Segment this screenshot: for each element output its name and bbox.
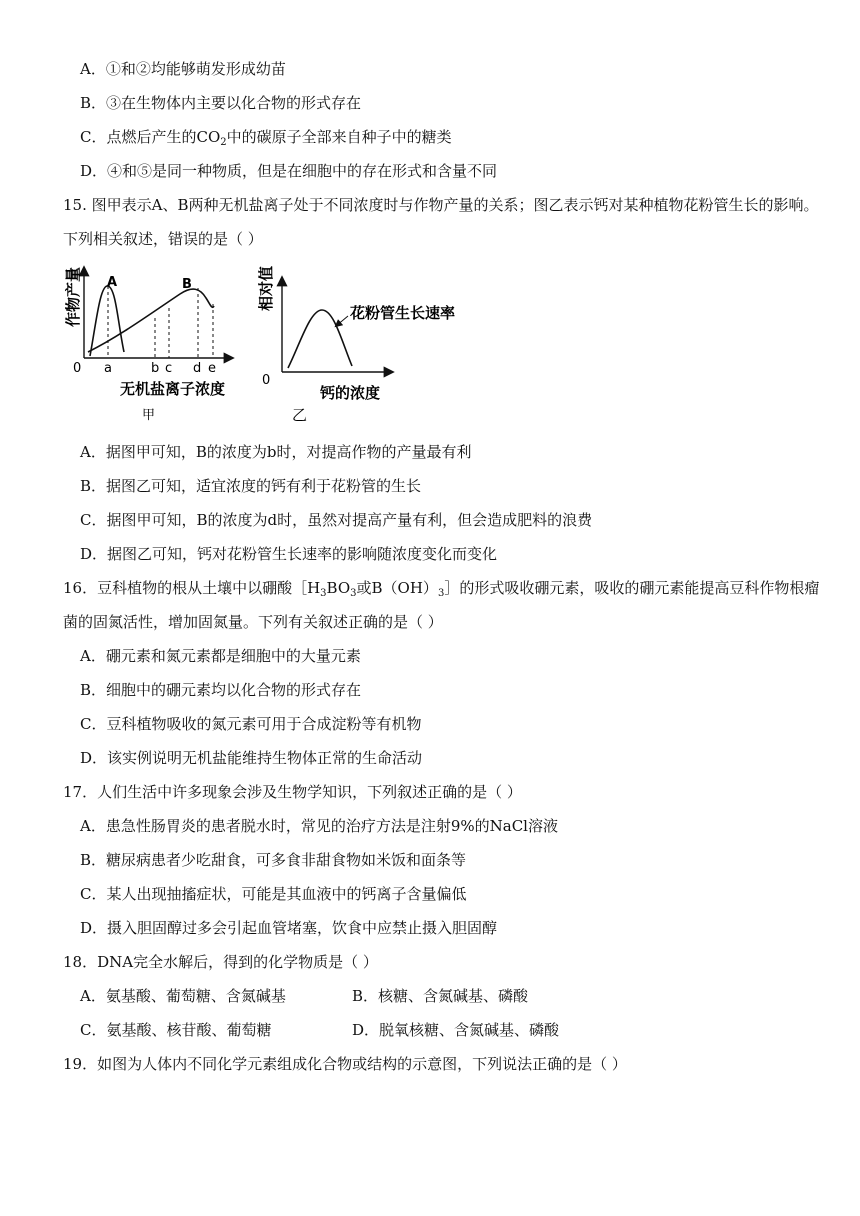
q16-stem-part3: 或B（OH） (356, 579, 438, 597)
jia-tick-d: d (193, 361, 202, 376)
q16-sub2: 3 (350, 588, 357, 599)
q16-stem-part4: ］的形式吸收硼元素，吸收的硼元素能提高豆科作物根瘤 (444, 579, 820, 597)
q16-stem-line1 (63, 578, 819, 598)
q14-option-c-head: C．点燃后产生的CO (80, 128, 221, 146)
q14-option-d: D．④和⑤是同一种物质，但是在细胞中的存在形式和含量不同 (80, 162, 498, 180)
curve-b (88, 289, 214, 352)
jia-caption: 甲 (142, 408, 156, 423)
q15-option-b: B．据图乙可知，适宜浓度的钙有利于花粉管的生长 (80, 477, 422, 495)
yi-pointer (336, 316, 348, 326)
yi-xlabel: 钙的浓度 (320, 384, 381, 402)
q16-option-a: A．硼元素和氮元素都是细胞中的大量元素 (80, 647, 361, 665)
q15-option-c: C．据图甲可知，B的浓度为d时，虽然对提高产量有利，但会造成肥料的浪费 (80, 511, 593, 529)
q18-stem: 18．DNA完全水解后，得到的化学物质是（ ） (63, 953, 378, 971)
q16-option-c: C．豆科植物吸收的氮元素可用于合成淀粉等有机物 (80, 715, 422, 733)
q15-option-d: D．据图乙可知，钙对花粉管生长速率的影响随浓度变化而变化 (80, 545, 498, 563)
curve-a (90, 286, 124, 356)
q15-option-a: A．据图甲可知，B的浓度为b时，对提高作物的产量最有利 (80, 443, 472, 461)
q16-stem-line2: 菌的固氮活性，增加固氮量。下列有关叙述正确的是（ ） (63, 613, 443, 631)
q17-option-a: A．患急性肠胃炎的患者脱水时，常见的治疗方法是注射9%的NaCl溶液 (80, 817, 558, 835)
q17-stem: 17．人们生活中许多现象会涉及生物学知识，下列叙述正确的是（ ） (63, 783, 522, 801)
q14-option-a: A．①和②均能够萌发形成幼苗 (80, 60, 286, 78)
q17-option-b: B．糖尿病患者少吃甜食，可多食非甜食物如米饭和面条等 (80, 851, 467, 869)
q14-option-c-sub: 2 (220, 137, 227, 148)
q16-sub1: 3 (320, 588, 327, 599)
q18-option-a: A．氨基酸、葡萄糖、含氮碱基 (80, 987, 286, 1005)
yi-curve-label: 花粉管生长速率 (350, 304, 456, 322)
yi-curve (288, 310, 352, 368)
jia-peak-a: A (107, 275, 118, 290)
jia-xlabel: 无机盐离子浓度 (120, 380, 226, 398)
q16-stem-part1: 16．豆科植物的根从土壤中以硼酸［H (63, 579, 321, 597)
jia-ylabel: 作物产量 (64, 266, 82, 327)
jia-tick-e: e (208, 361, 216, 376)
jia-tick-c: c (165, 361, 173, 376)
jia-tick-a: a (104, 361, 112, 376)
q18-option-c: C．氨基酸、核苷酸、葡萄糖 (80, 1021, 272, 1039)
q17-option-c: C．某人出现抽搐症状，可能是其血液中的钙离子含量偏低 (80, 885, 467, 903)
yi-caption: 乙 (292, 406, 308, 424)
figure-yi (257, 266, 455, 424)
q19-stem: 19．如图为人体内不同化学元素组成化合物或结构的示意图，下列说法正确的是（ ） (63, 1055, 627, 1073)
q17-option-d: D．摄入胆固醇过多会引起血管堵塞，饮食中应禁止摄入胆固醇 (80, 919, 498, 937)
q14-option-c (80, 127, 452, 147)
q16-option-d: D．该实例说明无机盐能维持生物体正常的生命活动 (80, 749, 423, 767)
q15-stem-line1: 15. 图甲表示A、B两种无机盐离子处于不同浓度时与作物产量的关系；图乙表示钙对某种植物花粉管生长的影响。 (63, 196, 819, 214)
q18-option-d: D．脱氧核糖、含氮碱基、磷酸 (352, 1021, 560, 1039)
q15-stem-line2: 下列相关叙述，错误的是（ ） (63, 230, 263, 248)
q15-figure-svg (60, 264, 480, 434)
q18-option-b: B．核糖、含氮碱基、磷酸 (352, 987, 529, 1005)
q14-option-b: B．③在生物体内主要以化合物的形式存在 (80, 94, 362, 112)
yi-ylabel: 相对值 (257, 265, 275, 311)
q16-sub3: 3 (437, 588, 445, 599)
q15-figure (60, 264, 480, 434)
q16-option-b: B．细胞中的硼元素均以化合物的形式存在 (80, 681, 362, 699)
jia-tick-b: b (151, 361, 160, 376)
q16-stem-part2: BO (326, 579, 351, 597)
q14-option-c-tail: 中的碳原子全部来自种子中的糖类 (226, 128, 452, 146)
yi-origin: 0 (262, 373, 271, 388)
jia-peak-b: B (182, 277, 192, 292)
figure-jia (64, 267, 232, 423)
jia-origin: 0 (73, 361, 82, 376)
